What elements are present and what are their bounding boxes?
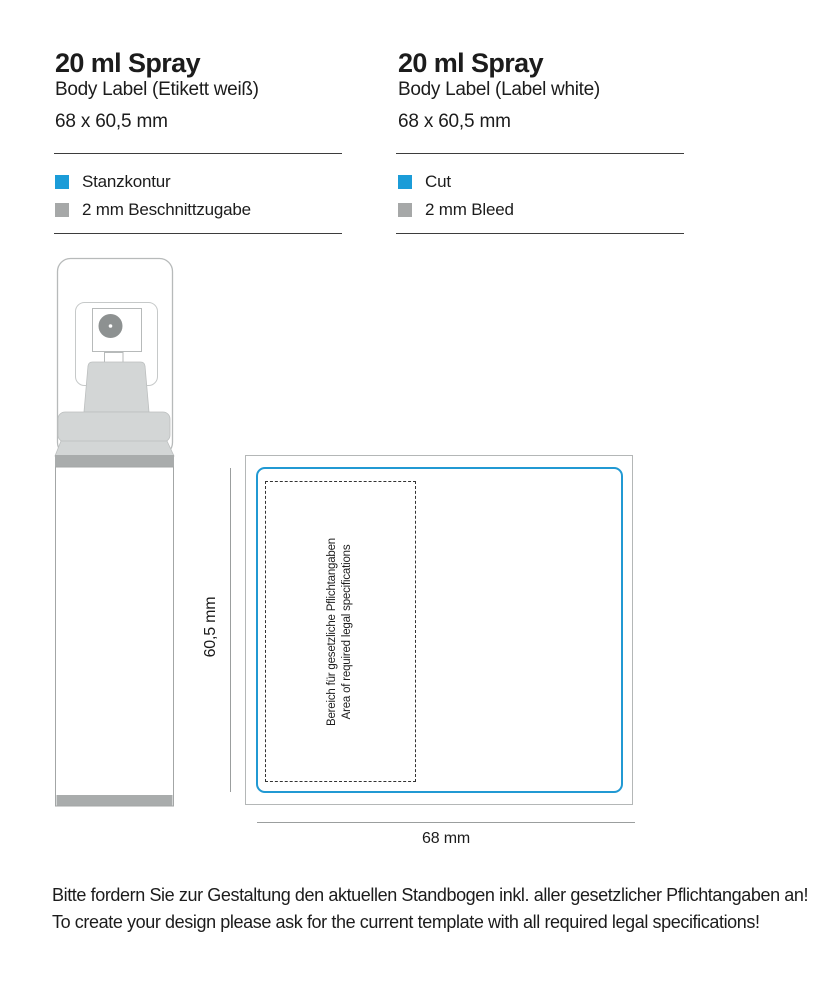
height-dimension-line [230, 468, 231, 792]
legend-item-bleed-de [55, 200, 251, 220]
divider-bottom-en [396, 233, 684, 234]
legend-label: 2 mm Bleed [425, 200, 514, 219]
legend-label: 2 mm Beschnittzugabe [82, 200, 251, 219]
legal-text-de: Bereich für gesetzliche Pflichtangaben [326, 537, 339, 726]
shoulder-flare [55, 441, 174, 456]
nozzle-orifice-dot [109, 324, 113, 328]
legal-text-en: Area of required legal specifications [341, 544, 354, 719]
legend-item-bleed-en [398, 200, 514, 220]
legend-label: Cut [425, 172, 451, 191]
divider-top-de [54, 153, 342, 154]
cut-color-swatch [55, 175, 69, 189]
page-title-de: 20 ml Spray [55, 48, 200, 78]
bottle-body [56, 467, 174, 806]
subtitle-de: Body Label (Etikett weiß) [55, 79, 259, 100]
footer-note-de: Bitte fordern Sie zur Gestaltung den aktuellen Standbogen inkl. aller gesetzlicher Pflichtangaben an! [52, 885, 809, 905]
legal-specifications-text [326, 537, 356, 725]
subtitle-en: Body Label (Label white) [398, 79, 600, 100]
label-dimensions-de: 68 x 60,5 mm [55, 111, 168, 132]
legend-label: Stanzkontur [82, 172, 171, 191]
upper-band [55, 455, 174, 467]
spray-bottle-illustration [40, 250, 190, 820]
footer-note-en: To create your design please ask for the current template with all required legal specifications! [52, 912, 760, 932]
width-dimension-line [257, 822, 635, 823]
bottom-band [57, 795, 173, 806]
cut-color-swatch [398, 175, 412, 189]
bleed-color-swatch [398, 203, 412, 217]
legal-specifications-area [265, 481, 416, 782]
page-title-en: 20 ml Spray [398, 48, 543, 78]
legend-item-cut-en [398, 172, 451, 192]
label-dimensions-en: 68 x 60,5 mm [398, 111, 511, 132]
divider-top-en [396, 153, 684, 154]
bleed-color-swatch [55, 203, 69, 217]
actuator [84, 362, 149, 412]
legend-item-cut-de [55, 172, 171, 192]
collar [58, 412, 170, 442]
divider-bottom-de [54, 233, 342, 234]
width-dimension-label: 68 mm [422, 830, 470, 847]
height-dimension-label: 60,5 mm [202, 596, 219, 658]
